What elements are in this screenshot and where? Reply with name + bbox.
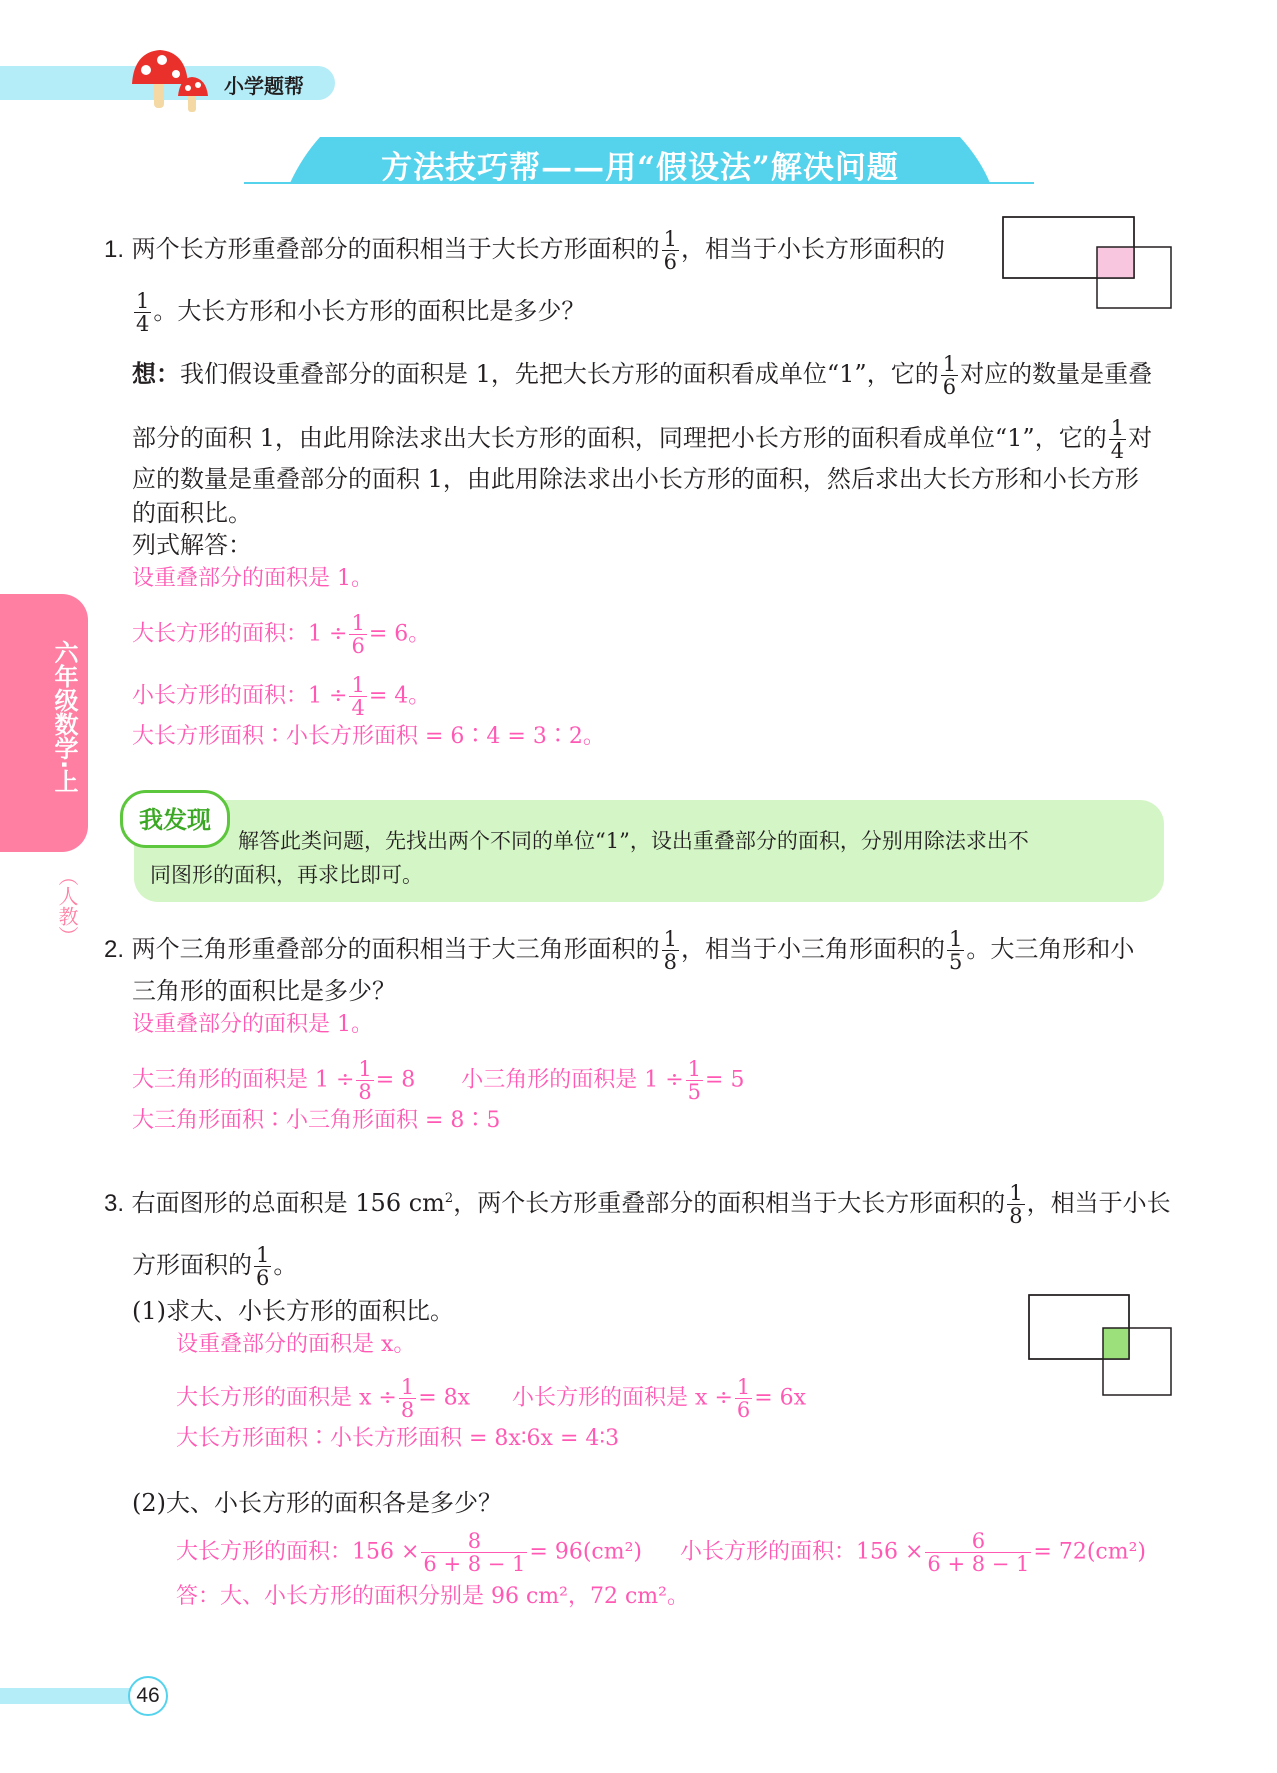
q1-ans-frac2: $\frac{1}{4}$: [351, 673, 365, 720]
q3-p2-answer-1: 大长方形的面积：156 × $\frac{8}{6 + 8 - 1}$ = 96(cm²) 小长方形的面积：156 × $\frac{6}{6 + 8 - 1}$ = 72(cm²): [176, 1529, 1146, 1576]
q3-part2: (2)大、小长方形的面积各是多少？: [132, 1489, 502, 1517]
q3-p1-frac2: $\frac{1}{6}$: [736, 1375, 751, 1422]
q1-frac2: $\frac{1}{4}$: [136, 289, 150, 336]
q2-answer-1: 设重叠部分的面积是 1。: [132, 1012, 373, 1037]
q1-answer-1: 设重叠部分的面积是 1。: [132, 566, 373, 591]
q1-line2: $\frac{1}{4}$ 。大长方形和小长方形的面积比是多少？: [136, 289, 586, 336]
q2-ans-frac2: $\frac{1}{5}$: [687, 1057, 702, 1104]
q3-p1-answer-3: 大长方形面积∶小长方形面积 = 8x∶6x = 4∶3: [176, 1426, 620, 1451]
q2-line2: 三角形的面积比是多少？: [132, 977, 396, 1005]
q1-line1: 1. 两个长方形重叠部分的面积相当于大长方形面积的 $\frac{1}{6}$ ，相当于小长方形面积的: [104, 227, 946, 274]
mushroom-icon: [124, 44, 224, 118]
q3-part1: (1)求大、小长方形的面积比。: [132, 1297, 454, 1325]
q1-think1: 想：我们假设重叠部分的面积是 1，先把大长方形的面积看成单位“1”，它的 $\frac{1}{6}$ 对应的数量是重叠: [132, 352, 1153, 399]
q2-ans-frac1: $\frac{1}{8}$: [358, 1057, 372, 1104]
q1-overlap-figure: [1002, 216, 1174, 312]
q1-think-frac2: $\frac{1}{4}$: [1110, 416, 1125, 463]
discover-text-2: 同图形的面积，再求比即可。: [150, 863, 423, 887]
q1-frac1: $\frac{1}{6}$: [663, 227, 678, 274]
grade-label: 六年级数学·上: [50, 640, 78, 794]
q3-p1-frac1: $\frac{1}{8}$: [400, 1375, 415, 1422]
q3-line2: 方形面积的 $\frac{1}{6}$ 。: [132, 1243, 298, 1290]
edition-label: （人教）: [55, 866, 79, 946]
discover-label: 我发现: [139, 806, 211, 834]
page-number: 46: [128, 1676, 168, 1716]
q3-p2-frac1: $\frac{8}{6 + 8 - 1}$: [423, 1529, 526, 1576]
brand-label: 小学题帮: [224, 74, 304, 98]
q2-answer-2: 大三角形的面积是 1 ÷ $\frac{1}{8}$ = 8 小三角形的面积是 1 ÷ $\frac{1}{5}$ = 5: [132, 1057, 745, 1104]
q1-answer-4: 大长方形面积∶小长方形面积 = 6∶4 = 3∶2。: [132, 724, 605, 749]
q1-think3: 应的数量是重叠部分的面积 1，由此用除法求出小长方形的面积，然后求出大长方形和小长方形: [132, 465, 1139, 493]
q2-answer-3: 大三角形面积∶小三角形面积 = 8∶5: [132, 1108, 501, 1133]
q1-answer-2: 大长方形的面积：1 ÷ $\frac{1}{6}$ = 6。: [132, 611, 431, 658]
q3-frac1: $\frac{1}{8}$: [1009, 1181, 1023, 1228]
q3-p2-answer-2: 答：大、小长方形的面积分别是 96 cm²，72 cm²。: [176, 1584, 689, 1609]
q3-frac2: $\frac{1}{6}$: [256, 1243, 270, 1290]
q1-think-frac1: $\frac{1}{6}$: [942, 352, 957, 399]
q2-line1: 2. 两个三角形重叠部分的面积相当于大三角形面积的 $\frac{1}{8}$ ，相当于小三角形面积的 $\frac{1}{5}$ 。大三角形和小: [104, 927, 1135, 974]
q3-p1-answer-2: 大长方形的面积是 x ÷ $\frac{1}{8}$ = 8x 小长方形的面积是 x ÷ $\frac{1}{6}$ = 6x: [176, 1375, 807, 1422]
q3-p2-frac2: $\frac{6}{6 + 8 - 1}$: [927, 1529, 1030, 1576]
q1-ans-frac1: $\frac{1}{6}$: [351, 611, 365, 658]
section-title: 方法技巧帮——用“假设法”解决问题: [381, 150, 899, 186]
q3-p1-answer-1: 设重叠部分的面积是 x。: [176, 1332, 416, 1357]
q3-overlap-figure: [1028, 1294, 1174, 1398]
q1-solve-label: 列式解答：: [132, 531, 252, 559]
q1-think4: 的面积比。: [132, 499, 252, 527]
q3-line1: 3. 右面图形的总面积是 156 $cm^2$，两个长方形重叠部分的面积相当于大长方形面积的 $\frac{1}{8}$ ，相当于小长: [104, 1181, 1171, 1228]
q1-answer-3: 小长方形的面积：1 ÷ $\frac{1}{4}$ = 4。: [132, 673, 431, 720]
q2-frac2: $\frac{1}{5}$: [949, 927, 963, 974]
q1-think2: 部分的面积 1，由此用除法求出大长方形的面积，同理把小长方形的面积看成单位“1”，它的 $\frac{1}{4}$ 对: [132, 416, 1153, 463]
discover-text-1: 解答此类问题，先找出两个不同的单位“1”，设出重叠部分的面积，分别用除法求出不: [238, 829, 1029, 853]
q2-frac1: $\frac{1}{8}$: [663, 927, 678, 974]
